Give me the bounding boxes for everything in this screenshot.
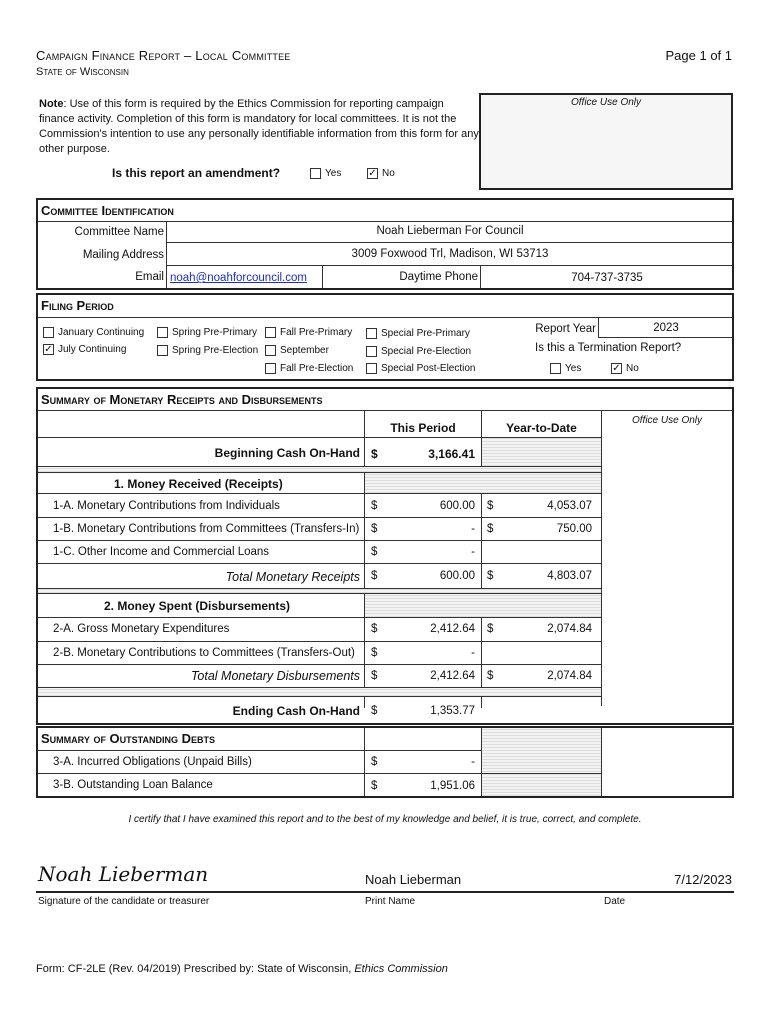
filing-special-post-election-label: Special Post-Election bbox=[381, 363, 476, 375]
summary-section bbox=[36, 387, 734, 725]
total-disb-ytd[interactable]: 2,074.84 bbox=[547, 670, 592, 682]
report-year-field[interactable]: 2023 bbox=[653, 322, 679, 334]
termination-no[interactable] bbox=[611, 361, 639, 375]
row-2b-dollar: $ bbox=[371, 647, 378, 659]
filing-fall-pre-election-checkbox[interactable] bbox=[265, 363, 276, 374]
filing-special-pre-primary[interactable] bbox=[366, 326, 470, 340]
row-3b-label: 3-B. Outstanding Loan Balance bbox=[53, 779, 213, 791]
filing-special-pre-primary-checkbox[interactable] bbox=[366, 328, 377, 339]
row-3a-dollar: $ bbox=[371, 756, 378, 768]
total-receipts-ytd-dollar: $ bbox=[487, 570, 494, 582]
row-1b-ytd[interactable]: 750.00 bbox=[556, 523, 592, 535]
receipts-header: 1. Money Received (Receipts) bbox=[114, 477, 283, 491]
filing-fall-pre-primary[interactable] bbox=[265, 325, 352, 339]
filing-special-post-election[interactable] bbox=[366, 361, 476, 375]
row-2a-dollar: $ bbox=[371, 623, 378, 635]
summary-office-use-label: Office Use Only bbox=[631, 415, 703, 426]
row-1a-ytd-dollar: $ bbox=[487, 500, 494, 512]
termination-yes[interactable] bbox=[550, 361, 581, 375]
filing-fall-pre-primary-label: Fall Pre-Primary bbox=[280, 327, 353, 339]
note-text bbox=[39, 97, 479, 157]
filing-special-post-election-checkbox[interactable] bbox=[366, 363, 377, 374]
filing-fall-pre-election-label: Fall Pre-Election bbox=[280, 363, 354, 375]
filing-special-pre-election-checkbox[interactable] bbox=[366, 346, 377, 357]
row-2a-label: 2-A. Gross Monetary Expenditures bbox=[53, 623, 230, 635]
row-3a-value[interactable]: - bbox=[471, 756, 475, 768]
total-disb-ytd-dollar: $ bbox=[487, 670, 494, 682]
amendment-no[interactable] bbox=[367, 166, 395, 180]
form-subtitle: State of Wisconsin bbox=[36, 66, 129, 78]
termination-question: Is this a Termination Report? bbox=[535, 342, 682, 354]
filing-spring-pre-primary[interactable] bbox=[157, 325, 257, 339]
filing-spring-pre-primary-label: Spring Pre-Primary bbox=[172, 327, 258, 339]
beginning-cash-value[interactable]: 3,166.41 bbox=[428, 447, 475, 461]
committee-name-field[interactable]: Noah Lieberman For Council bbox=[376, 225, 524, 237]
date-label: Date bbox=[604, 896, 626, 907]
daytime-phone-label: Daytime Phone bbox=[399, 271, 478, 283]
filing-period-title: Filing Period bbox=[41, 298, 114, 313]
summary-section-title: Summary of Monetary Receipts and Disbursements bbox=[41, 392, 323, 407]
col-this-period: This Period bbox=[390, 421, 456, 435]
mailing-address-label: Mailing Address bbox=[82, 249, 164, 261]
row-2b-period[interactable]: - bbox=[471, 647, 475, 659]
mailing-address-field[interactable]: 3009 Foxwood Trl, Madison, WI 53713 bbox=[351, 248, 549, 260]
print-name-field[interactable]: Noah Lieberman bbox=[365, 872, 462, 887]
filing-january-label: January Continuing bbox=[58, 327, 145, 339]
row-2a-ytd-dollar: $ bbox=[487, 623, 494, 635]
filing-spring-pre-election-label: Spring Pre-Election bbox=[172, 345, 259, 357]
beginning-cash-label: Beginning Cash On-Hand bbox=[214, 446, 360, 460]
note-body: : Use of this form is required by the Ethics Commission for reporting campaign finance activity. Completion of this form is mandatory for local committees. It is not the Commission's intention to use any personally identifiable information from this form for any other purpose. bbox=[39, 98, 479, 155]
row-2a-ytd[interactable]: 2,074.84 bbox=[547, 623, 592, 635]
daytime-phone-field[interactable]: 704-737-3735 bbox=[571, 272, 643, 284]
total-receipts-dollar: $ bbox=[371, 570, 378, 582]
termination-yes-checkbox[interactable] bbox=[550, 363, 561, 374]
amendment-yes-label: Yes bbox=[325, 168, 342, 180]
date-field[interactable]: 7/12/2023 bbox=[674, 872, 732, 887]
row-1b-ytd-dollar: $ bbox=[487, 523, 494, 535]
form-title: Campaign Finance Report – Local Committee bbox=[36, 48, 291, 63]
spent-header: 2. Money Spent (Disbursements) bbox=[104, 599, 291, 613]
row-1b-label: 1-B. Monetary Contributions from Committees (Transfers-In) bbox=[53, 523, 360, 535]
signature-label: Signature of the candidate or treasurer bbox=[38, 896, 210, 907]
footer-agency: Ethics Commission bbox=[354, 963, 448, 975]
filing-period-section bbox=[36, 293, 734, 381]
filing-spring-pre-election[interactable] bbox=[157, 343, 258, 357]
certification-text: I certify that I have examined this report and to the best of my knowledge and belief, it is true, correct, and complete. bbox=[128, 814, 642, 825]
footer bbox=[36, 963, 448, 975]
amendment-yes[interactable] bbox=[310, 166, 341, 180]
print-name-label: Print Name bbox=[365, 896, 416, 907]
row-1b-period[interactable]: - bbox=[471, 523, 475, 535]
ending-cash-value[interactable]: 1,353.77 bbox=[430, 705, 475, 717]
termination-no-checkbox[interactable]: ✓ bbox=[612, 363, 621, 375]
total-receipts-label: Total Monetary Receipts bbox=[225, 570, 360, 584]
filing-special-pre-election-label: Special Pre-Election bbox=[381, 346, 472, 358]
row-1a-period[interactable]: 600.00 bbox=[439, 500, 475, 512]
row-3b-value[interactable]: 1,951.06 bbox=[430, 780, 475, 792]
filing-fall-pre-election[interactable] bbox=[265, 361, 353, 375]
email-label: Email bbox=[135, 271, 164, 283]
row-1a-label: 1-A. Monetary Contributions from Individuals bbox=[53, 500, 280, 512]
page-number: Page 1 of 1 bbox=[665, 48, 732, 63]
beginning-dollar: $ bbox=[371, 447, 378, 461]
filing-july[interactable] bbox=[43, 342, 126, 356]
committee-section-title: Committee Identification bbox=[41, 203, 174, 218]
report-year-label: Report Year bbox=[535, 323, 596, 335]
filing-special-pre-primary-label: Special Pre-Primary bbox=[381, 328, 470, 340]
filing-january-checkbox[interactable] bbox=[43, 327, 54, 338]
row-1b-dollar: $ bbox=[371, 523, 378, 535]
filing-spring-pre-primary-checkbox[interactable] bbox=[157, 327, 168, 338]
row-1c-dollar: $ bbox=[371, 546, 378, 558]
row-3a-label: 3-A. Incurred Obligations (Unpaid Bills) bbox=[53, 756, 252, 768]
amendment-yes-checkbox[interactable] bbox=[310, 168, 321, 179]
row-1c-period[interactable]: - bbox=[471, 546, 475, 558]
termination-no-label: No bbox=[626, 363, 639, 375]
committee-section bbox=[36, 198, 734, 290]
filing-september-label: September bbox=[280, 345, 329, 357]
filing-january[interactable] bbox=[43, 325, 144, 339]
filing-september[interactable] bbox=[265, 343, 329, 357]
ending-cash-label: Ending Cash On-Hand bbox=[232, 704, 360, 718]
termination-yes-label: Yes bbox=[565, 363, 582, 375]
filing-spring-pre-election-checkbox[interactable] bbox=[157, 345, 168, 356]
row-2b-label: 2-B. Monetary Contributions to Committees (Transfers-Out) bbox=[53, 647, 355, 659]
amendment-no-checkbox[interactable]: ✓ bbox=[368, 168, 377, 180]
row-1a-ytd[interactable]: 4,053.07 bbox=[547, 500, 592, 512]
col-year-to-date: Year-to-Date bbox=[506, 421, 577, 435]
signature[interactable]: Noah Lieberman bbox=[38, 862, 209, 886]
total-disb-period[interactable]: 2,412.64 bbox=[430, 670, 475, 682]
filing-special-pre-election[interactable] bbox=[366, 344, 471, 358]
debts-section-title: Summary of Outstanding Debts bbox=[41, 731, 215, 746]
total-disbursements-label: Total Monetary Disbursements bbox=[190, 669, 360, 683]
filing-july-label: July Continuing bbox=[58, 344, 127, 356]
total-receipts-period[interactable]: 600.00 bbox=[439, 570, 475, 582]
filing-september-checkbox[interactable] bbox=[265, 345, 276, 356]
total-disb-dollar: $ bbox=[371, 670, 378, 682]
debts-section bbox=[36, 726, 734, 798]
row-1c-label: 1-C. Other Income and Commercial Loans bbox=[53, 546, 270, 558]
amendment-question: Is this report an amendment? bbox=[112, 166, 281, 180]
filing-fall-pre-primary-checkbox[interactable] bbox=[265, 327, 276, 338]
amendment-no-label: No bbox=[382, 168, 395, 180]
office-use-box bbox=[479, 93, 733, 190]
office-use-label: Office Use Only bbox=[570, 97, 642, 108]
note-prefix: Note bbox=[39, 98, 64, 110]
total-receipts-ytd[interactable]: 4,803.07 bbox=[547, 570, 592, 582]
ending-dollar: $ bbox=[371, 705, 378, 717]
row-3b-dollar: $ bbox=[371, 780, 378, 792]
filing-july-checkbox[interactable]: ✓ bbox=[44, 344, 53, 356]
signature-line bbox=[36, 891, 734, 893]
row-2a-period[interactable]: 2,412.64 bbox=[430, 623, 475, 635]
row-1a-dollar: $ bbox=[371, 500, 378, 512]
committee-name-label: Committee Name bbox=[74, 226, 164, 238]
footer-text: Form: CF-2LE (Rev. 04/2019) Prescribed by: State of Wisconsin, bbox=[36, 963, 355, 975]
email-field[interactable]: noah@noahforcouncil.com bbox=[170, 272, 307, 284]
